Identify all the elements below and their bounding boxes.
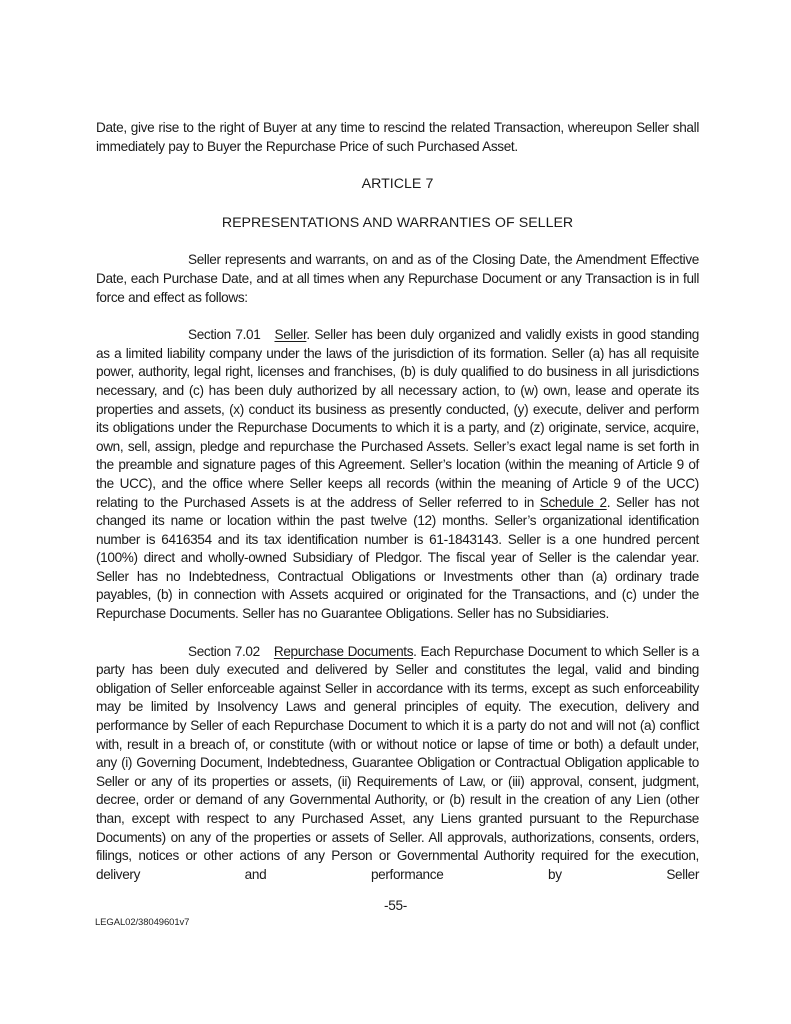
document-page [96,119,699,884]
article-subtitle: REPRESENTATIONS AND WARRANTIES OF SELLER [221,214,574,231]
document-id: LEGAL02/38049601v7 [95,917,190,928]
section-body-continued: . Seller has not changed its name or location within the past twelve (12) months. Seller’s organizational identification number is 6416354 and its tax identification number is 61-1843143. Seller is a one hundred percent (100%) direct and wholly-owned Subsidiary of Pledgor. The fiscal year of Seller is the calendar year. Seller has no Indebtedness, Contractual Obligations or Investments other than (a) ordinary trade payables, (b) in connection with Assets acquired or originated for the Transactions, and (c) under the Repurchase Documents. Seller has no Guarantee Obligations. Seller has no Subsidiaries. [96,494,699,622]
article-title: ARTICLE 7 [361,176,434,193]
section-body: . Each Repurchase Document to which Seller is a party has been duly executed and delivered by Seller and constitutes the legal, valid and binding obligation of Seller enforceable against Seller in accordance with its terms, except as such enforceability may be limited by Insolvency Laws and general principles of equity. The execution, delivery and performance by Seller of each Repurchase Document to which it is a party do not and will not (a) conflict with, result in a breach of, or constitute (with or without notice or lapse of time or both) a default under, any (i) Governing Document, Indebtedness, Guarantee Obligation or Contractual Obligation applicable to Seller or any of its properties or assets, (ii) Requirements of Law, or (iii) approval, consent, judgment, decree, order or demand of any Governmental Authority, or (b) result in the creation of any Lien (other than, except with respect to any Purchased Asset, any Liens granted pursuant to the Repurchase Documents) on any of the properties or assets of Seller. All approvals, authorizations, consents, orders, filings, notices or other actions of any Person or Governmental Authority required for the execution, delivery and performance by Seller [96,643,699,882]
page-number: -55- [384,898,407,913]
section-number: Section 7.01 [188,327,261,343]
intro-paragraph: Seller represents and warrants, on and as of the Closing Date, the Amendment Effective Date, each Purchase Date, and at all times when any Repurchase Document or any Transaction is in full force and effect as follows: [96,252,699,305]
section-title: Seller [274,327,307,343]
carryover-paragraph: Date, give rise to the right of Buyer at any time to rescind the related Transaction, whereupon Seller shall immediately pay to Buyer the Repurchase Price of such Purchased Asset. [96,120,699,154]
section-7-02 [96,643,699,885]
section-7-01 [96,326,699,624]
section-number: Section 7.02 [188,643,260,659]
section-body: . Seller has been duly organized and validly exists in good standing as a limited liability company under the laws of the jurisdiction of its formation. Seller (a) has all requisite power, authority, legal right, licenses and franchises, (b) is duly qualified to do business in all jurisdictions necessary, and (c) has been duly authorized by all necessary action, to (w) own, lease and operate its properties and assets, (x) conduct its business as presently conducted, (y) execute, deliver and perform its obligations under the Repurchase Documents to which it is a party, and (z) originate, service, acquire, own, sell, assign, pledge and repurchase the Purchased Assets. Seller’s exact legal name is set forth in the preamble and signature pages of this Agreement. Seller’s location (within the meaning of Article 9 of the UCC), and the office where Seller keeps all records (within the meaning of Article 9 of the UCC) relating to the Purchased Assets is at the address of Seller referred to in [96,327,699,510]
section-title: Repurchase Documents [273,643,414,659]
schedule-2-reference: Schedule 2 [539,494,607,510]
